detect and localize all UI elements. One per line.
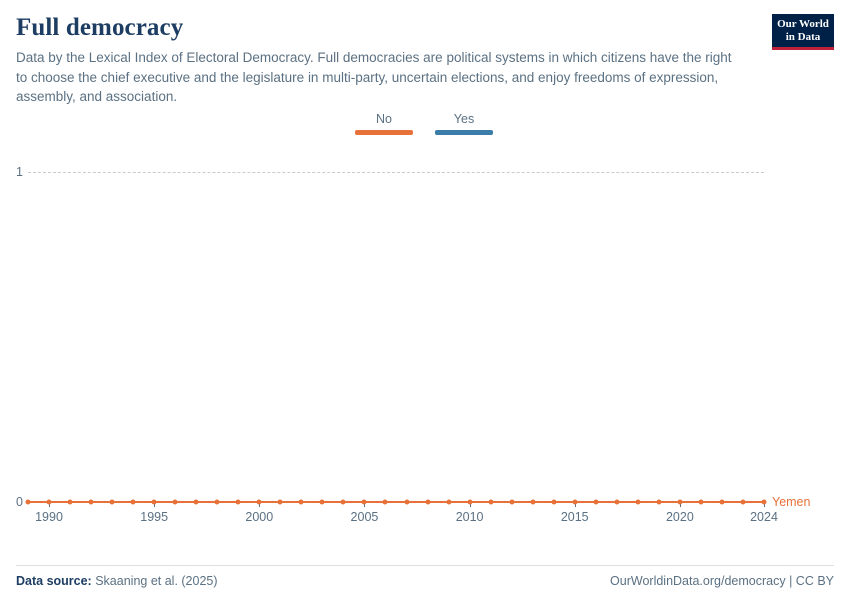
data-point[interactable] xyxy=(656,500,661,505)
chart-area xyxy=(16,150,834,550)
page-title: Full democracy xyxy=(16,14,184,41)
chart-header xyxy=(16,14,834,107)
series-line[interactable] xyxy=(28,501,764,504)
chart-legend xyxy=(355,112,493,135)
data-point[interactable] xyxy=(278,500,283,505)
legend-label-yes: Yes xyxy=(453,112,475,126)
data-point[interactable] xyxy=(173,500,178,505)
x-axis-tick-label: 2000 xyxy=(245,510,274,524)
owid-link[interactable]: OurWorldinData.org/democracy xyxy=(610,574,786,588)
data-point[interactable] xyxy=(635,500,640,505)
data-point[interactable] xyxy=(762,500,767,505)
data-source-label: Data source: xyxy=(16,574,92,588)
footer-links xyxy=(610,574,834,588)
x-axis-tick-label: 1995 xyxy=(140,510,169,524)
legend-item-no[interactable] xyxy=(355,112,413,135)
data-point[interactable] xyxy=(740,500,745,505)
x-axis-tick-label: 2005 xyxy=(350,510,379,524)
data-point[interactable] xyxy=(236,500,241,505)
series-label-yemen: Yemen xyxy=(772,495,811,509)
data-point[interactable] xyxy=(89,500,94,505)
y-axis-tick-label: 0 xyxy=(16,495,23,509)
x-axis-tick-label: 2024 xyxy=(750,510,778,524)
data-point[interactable] xyxy=(551,500,556,505)
x-axis-tick-label: 2020 xyxy=(665,510,694,524)
license-link[interactable]: CC BY xyxy=(795,574,834,588)
legend-swatch-no xyxy=(355,130,413,135)
data-point[interactable] xyxy=(131,500,136,505)
data-point[interactable] xyxy=(383,500,388,505)
footer-separator: | xyxy=(789,574,793,588)
chart-footer xyxy=(16,565,834,588)
data-point[interactable] xyxy=(530,500,535,505)
x-axis-tick-label: 2015 xyxy=(560,510,589,524)
x-axis-tick-label: 1990 xyxy=(35,510,63,524)
chart-subtitle: Data by the Lexical Index of Electoral Democracy. Full democracies are political systems in which citizens have the right to choose the chief executive and the legislature in multi-party, uncertain elections, and enjoy freedoms of expression, assembly, and association. xyxy=(16,50,732,104)
y-axis-tick-label: 1 xyxy=(16,165,23,179)
data-point[interactable] xyxy=(341,500,346,505)
legend-label-no: No xyxy=(376,112,392,126)
data-point[interactable] xyxy=(572,500,577,505)
legend-item-yes[interactable] xyxy=(435,112,493,135)
data-point[interactable] xyxy=(257,500,262,505)
data-point[interactable] xyxy=(320,500,325,505)
data-point[interactable] xyxy=(677,500,682,505)
data-point[interactable] xyxy=(509,500,514,505)
data-point[interactable] xyxy=(698,500,703,505)
data-point[interactable] xyxy=(26,500,31,505)
plot-region[interactable] xyxy=(16,165,811,524)
data-point[interactable] xyxy=(488,500,493,505)
data-point[interactable] xyxy=(362,500,367,505)
data-point[interactable] xyxy=(110,500,115,505)
data-point[interactable] xyxy=(299,500,304,505)
data-point[interactable] xyxy=(467,500,472,505)
gridline xyxy=(28,172,764,173)
data-point[interactable] xyxy=(593,500,598,505)
data-point[interactable] xyxy=(425,500,430,505)
data-source xyxy=(16,574,218,588)
owid-logo-line2: in Data xyxy=(785,30,821,43)
data-point[interactable] xyxy=(194,500,199,505)
data-point[interactable] xyxy=(404,500,409,505)
owid-logo-line1: Our World xyxy=(777,18,829,30)
data-point[interactable] xyxy=(47,500,52,505)
owid-logo[interactable] xyxy=(772,14,834,50)
data-point[interactable] xyxy=(614,500,619,505)
data-point[interactable] xyxy=(68,500,73,505)
legend-swatch-yes xyxy=(435,130,493,135)
data-point[interactable] xyxy=(152,500,157,505)
data-point[interactable] xyxy=(719,500,724,505)
data-point[interactable] xyxy=(446,500,451,505)
data-source-value: Skaaning et al. (2025) xyxy=(95,574,218,588)
data-point[interactable] xyxy=(215,500,220,505)
x-axis-tick-label: 2010 xyxy=(455,510,484,524)
